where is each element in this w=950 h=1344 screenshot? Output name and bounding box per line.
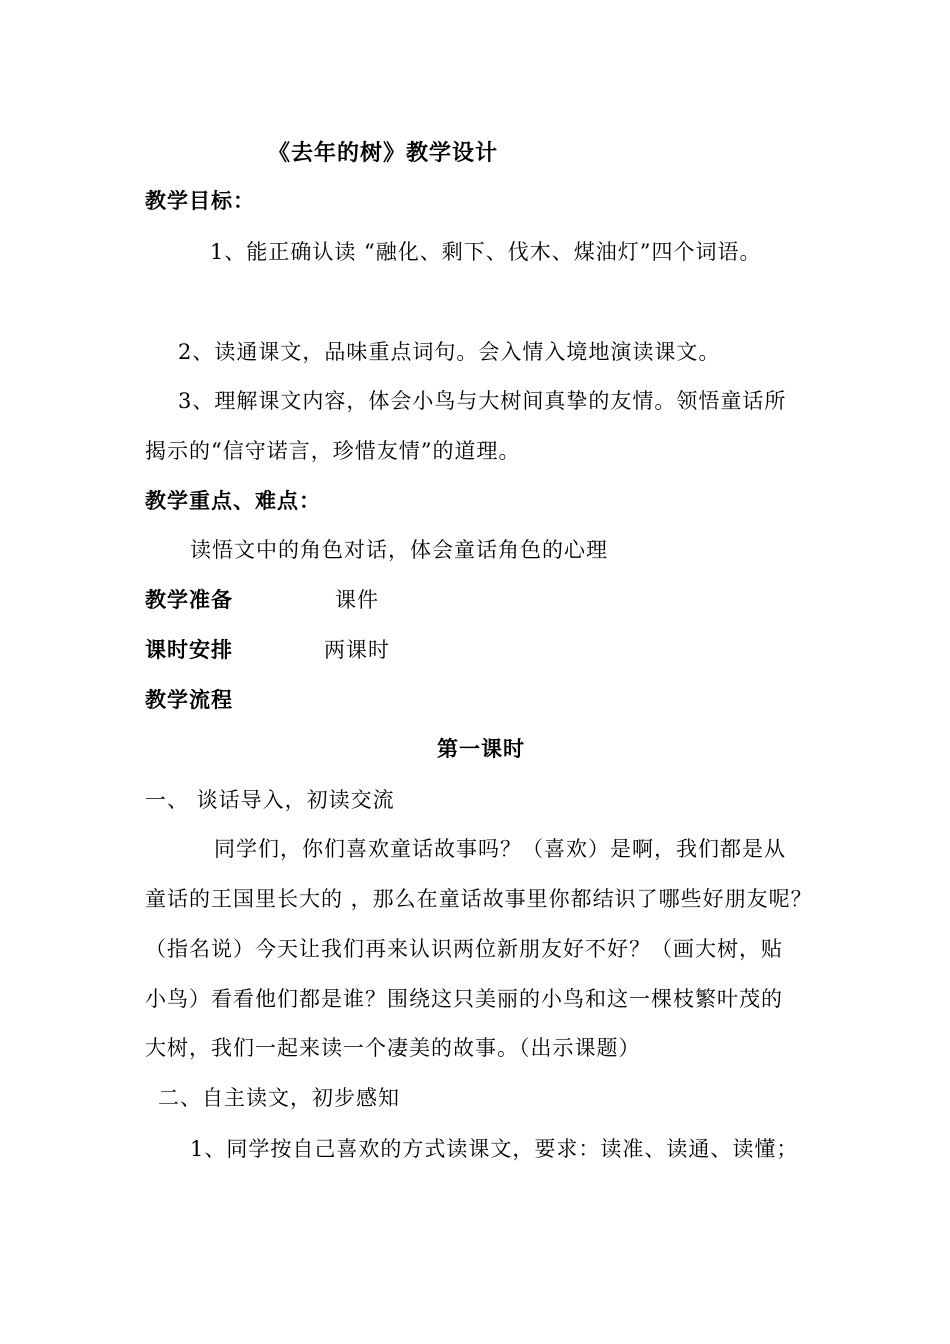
section-1-heading: 一、 谈话导入，初读交流 xyxy=(145,788,395,812)
preparation-value: 课件 xyxy=(335,588,379,612)
section-1-paragraph-line-3: （指名说）今天让我们再来认识两位新朋友好不好？（画大树，贴 xyxy=(145,937,783,961)
section-1-paragraph-line-1: 同学们，你们喜欢童话故事吗？（喜欢）是啊，我们都是从 xyxy=(214,837,786,861)
section-2-item-1: 1、同学按自己喜欢的方式读课文，要求：读准、读通、读懂； xyxy=(190,1137,799,1161)
section-2-heading: 二、自主读文，初步感知 xyxy=(158,1086,400,1110)
objective-2: 2、读通课文，品味重点词句。会入情入境地演读课文。 xyxy=(178,340,721,364)
objectives-heading: 教学目标： xyxy=(145,188,255,213)
objective-3-line-1: 3、理解课文内容，体会小鸟与大树间真挚的友情。领悟童话所 xyxy=(178,389,787,413)
section-1-paragraph-line-4: 小鸟）看看他们都是谁？围绕这只美丽的小鸟和这一棵枝繁叶茂的 xyxy=(145,987,783,1011)
preparation-label: 教学准备 xyxy=(145,587,233,612)
key-points-text: 读悟文中的角色对话，体会童话角色的心理 xyxy=(190,538,608,562)
document-title: 《去年的树》教学设计 xyxy=(268,140,499,166)
process-heading: 教学流程 xyxy=(145,687,233,712)
objective-1: 1、能正确认读 “融化、剩下、伐木、煤油灯”四个词语。 xyxy=(210,240,762,264)
schedule-label: 课时安排 xyxy=(145,637,233,662)
objective-3-line-2: 揭示的“信守诺言，珍惜友情”的道理。 xyxy=(145,439,521,463)
section-1-paragraph-line-2: 童话的王国里长大的 ，那么在童话故事里你都结识了哪些好朋友呢？ xyxy=(145,887,813,911)
schedule-value: 两课时 xyxy=(324,638,390,662)
section-1-paragraph-line-5: 大树，我们一起来读一个凄美的故事。（出示课题） xyxy=(145,1036,641,1060)
lesson-heading: 第一课时 xyxy=(437,736,525,761)
key-points-heading: 教学重点、难点： xyxy=(145,488,321,513)
